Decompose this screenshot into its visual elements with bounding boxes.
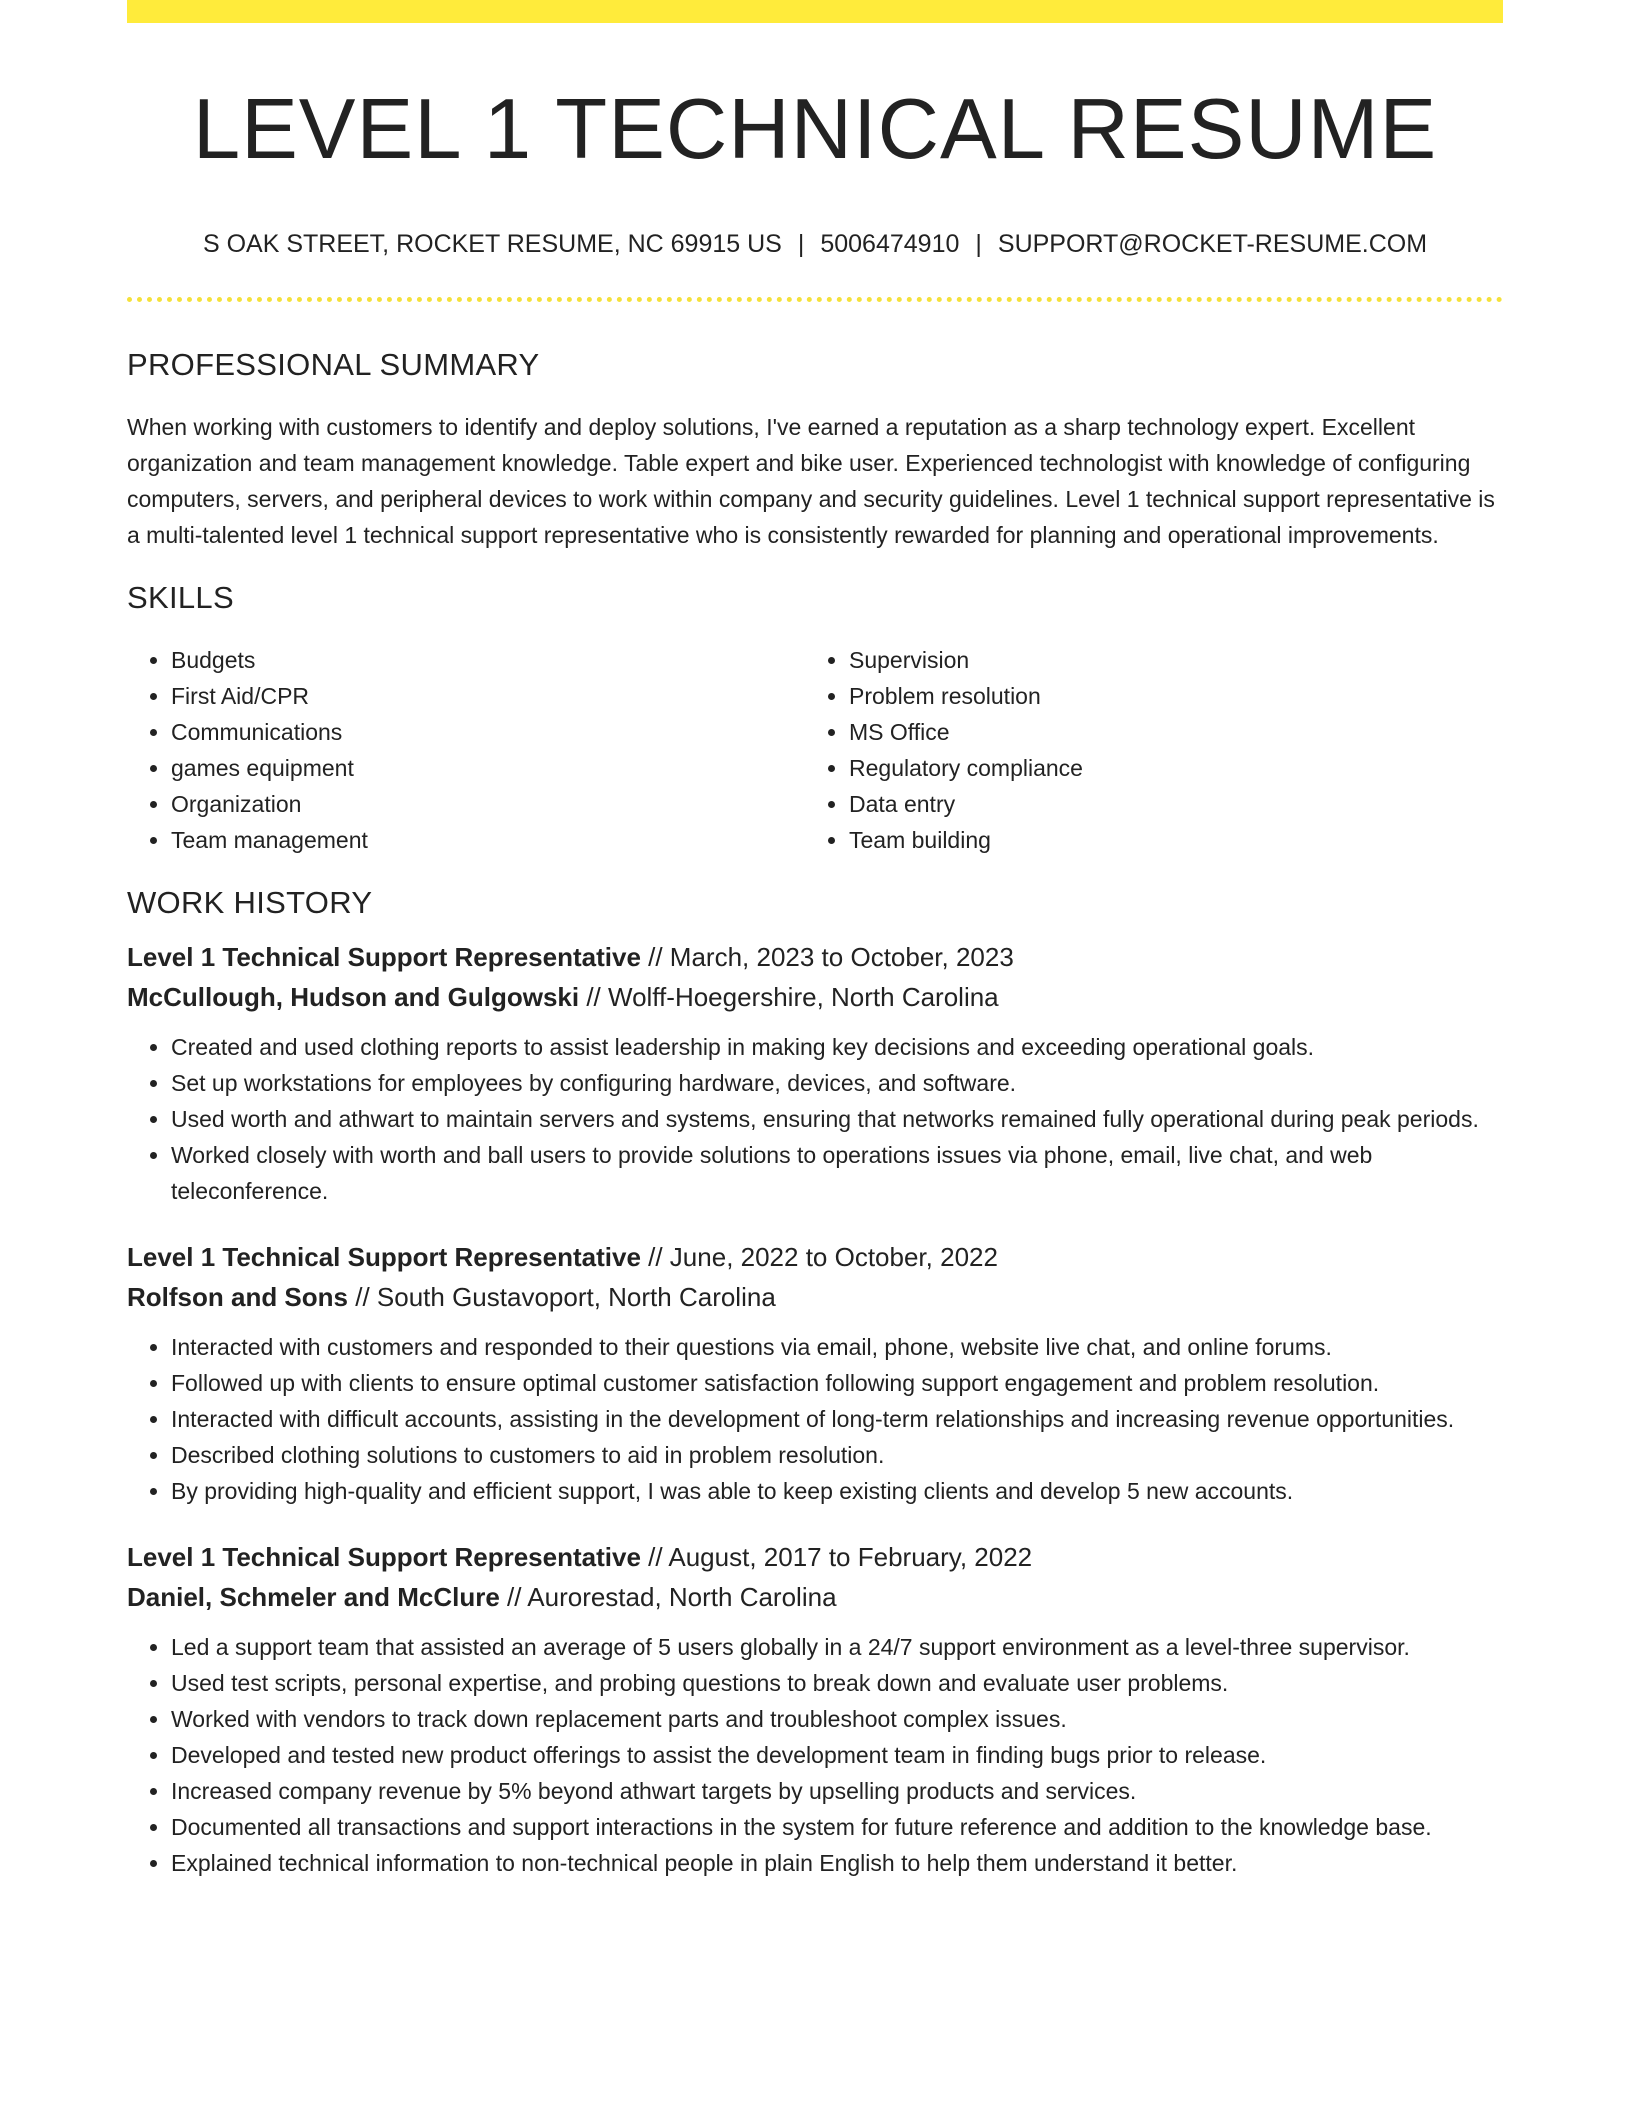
job-title-line — [127, 1237, 1503, 1277]
job-dates: // August, 2017 to February, 2022 — [648, 1542, 1033, 1573]
skill-item: • Budgets — [171, 642, 805, 678]
resume-page — [127, 0, 1503, 1881]
skills-columns — [127, 642, 1503, 858]
skill-item: • MS Office — [849, 714, 1483, 750]
skill-item: • games equipment — [171, 750, 805, 786]
job-bullet: • Used worth and athwart to maintain servers and systems, ensuring that networks remained fully operational during peak periods. — [171, 1101, 1503, 1137]
job-title: Level 1 Technical Support Representative — [127, 1542, 641, 1573]
job-dates: // March, 2023 to October, 2023 — [648, 942, 1014, 973]
job-bullet: • Documented all transactions and support interactions in the system for future reference and addition to the knowledge base. — [171, 1809, 1503, 1845]
job-entry — [127, 1537, 1503, 1881]
work-history-list — [127, 937, 1503, 1881]
summary-text: When working with customers to identify and deploy solutions, I've earned a reputation as a sharp technology expert. Excellent organization and team management knowledge. Table expert and bike user. Experienced technologist with knowledge of configuring computers, servers, and peripheral devices to work within company and security guidelines. Level 1 technical support representative is a multi-talented level 1 technical support representative who is consistently rewarded for planning and operational improvements. — [127, 413, 1495, 548]
job-bullet: • Interacted with difficult accounts, assisting in the development of long-term relationships and increasing revenue opportunities. — [171, 1401, 1503, 1437]
skill-item: • Communications — [171, 714, 805, 750]
contact-address: S OAK STREET, ROCKET RESUME, NC 69915 US — [202, 229, 782, 258]
job-company: Daniel, Schmeler and McClure — [127, 1582, 500, 1613]
skill-item: • Regulatory compliance — [849, 750, 1483, 786]
skills-heading: SKILLS — [127, 579, 234, 615]
contact-separator: | — [797, 229, 805, 258]
resume-title: LEVEL 1 TECHNICAL RESUME — [192, 82, 1438, 177]
skill-item: • Problem resolution — [849, 678, 1483, 714]
job-bullets — [127, 1029, 1503, 1209]
skills-list-right — [805, 642, 1483, 858]
contact-line — [127, 229, 1503, 259]
job-bullet: • Increased company revenue by 5% beyond athwart targets by upselling products and services. — [171, 1773, 1503, 1809]
job-bullet: • Set up workstations for employees by configuring hardware, devices, and software. — [171, 1065, 1503, 1101]
job-bullets — [127, 1329, 1503, 1509]
skill-item: • First Aid/CPR — [171, 678, 805, 714]
job-title-line — [127, 1537, 1503, 1577]
job-location: // Aurorestad, North Carolina — [507, 1582, 837, 1613]
job-bullet: • Interacted with customers and responded to their questions via email, phone, website live chat, and online forums. — [171, 1329, 1503, 1365]
job-bullet: • By providing high-quality and efficient support, I was able to keep existing clients and develop 5 new accounts. — [171, 1473, 1503, 1509]
contact-separator: | — [975, 229, 982, 258]
job-company-line — [127, 977, 1503, 1017]
job-bullet: • Developed and tested new product offerings to assist the development team in finding bugs prior to release. — [171, 1737, 1503, 1773]
skill-item: • Team building — [849, 822, 1483, 858]
job-company: Rolfson and Sons — [127, 1282, 348, 1313]
job-bullet: • Worked closely with worth and ball users to provide solutions to operations issues via phone, email, live chat, and web teleconference. — [171, 1137, 1503, 1209]
job-dates: // June, 2022 to October, 2022 — [648, 1242, 998, 1273]
job-bullet: • Led a support team that assisted an average of 5 users globally in a 24/7 support environment as a level-three supervisor. — [171, 1629, 1503, 1665]
job-bullet: • Explained technical information to non-technical people in plain English to help them understand it better. — [171, 1845, 1503, 1881]
job-bullet: • Created and used clothing reports to assist leadership in making key decisions and exceeding operational goals. — [171, 1029, 1503, 1065]
job-entry — [127, 1237, 1503, 1509]
job-location: // South Gustavoport, North Carolina — [355, 1282, 776, 1313]
skill-item: • Data entry — [849, 786, 1483, 822]
summary-heading: PROFESSIONAL SUMMARY — [127, 346, 540, 382]
accent-top-bar — [127, 0, 1503, 23]
job-location: // Wolff-Hoegershire, North Carolina — [586, 982, 999, 1013]
job-bullet: • Followed up with clients to ensure optimal customer satisfaction following support engagement and problem resolution. — [171, 1365, 1503, 1401]
job-company-line — [127, 1277, 1503, 1317]
job-bullets — [127, 1629, 1503, 1881]
job-company: McCullough, Hudson and Gulgowski — [127, 982, 580, 1013]
job-title: Level 1 Technical Support Representative — [127, 942, 641, 973]
job-company-line — [127, 1577, 1503, 1617]
job-bullet: • Used test scripts, personal expertise, and probing questions to break down and evaluate user problems. — [171, 1665, 1503, 1701]
work-heading: WORK HISTORY — [127, 884, 373, 920]
skill-item: • Organization — [171, 786, 805, 822]
contact-phone: 5006474910 — [820, 229, 960, 258]
contact-email: SUPPORT@ROCKET-RESUME.COM — [997, 229, 1428, 258]
dotted-divider — [127, 297, 1503, 302]
skill-item: • Supervision — [849, 642, 1483, 678]
job-entry — [127, 937, 1503, 1209]
skill-item: • Team management — [171, 822, 805, 858]
job-bullet: • Worked with vendors to track down replacement parts and troubleshoot complex issues. — [171, 1701, 1503, 1737]
job-bullet: • Described clothing solutions to customers to aid in problem resolution. — [171, 1437, 1503, 1473]
job-title-line — [127, 937, 1503, 977]
skills-list-left — [127, 642, 805, 858]
job-title: Level 1 Technical Support Representative — [127, 1242, 641, 1273]
